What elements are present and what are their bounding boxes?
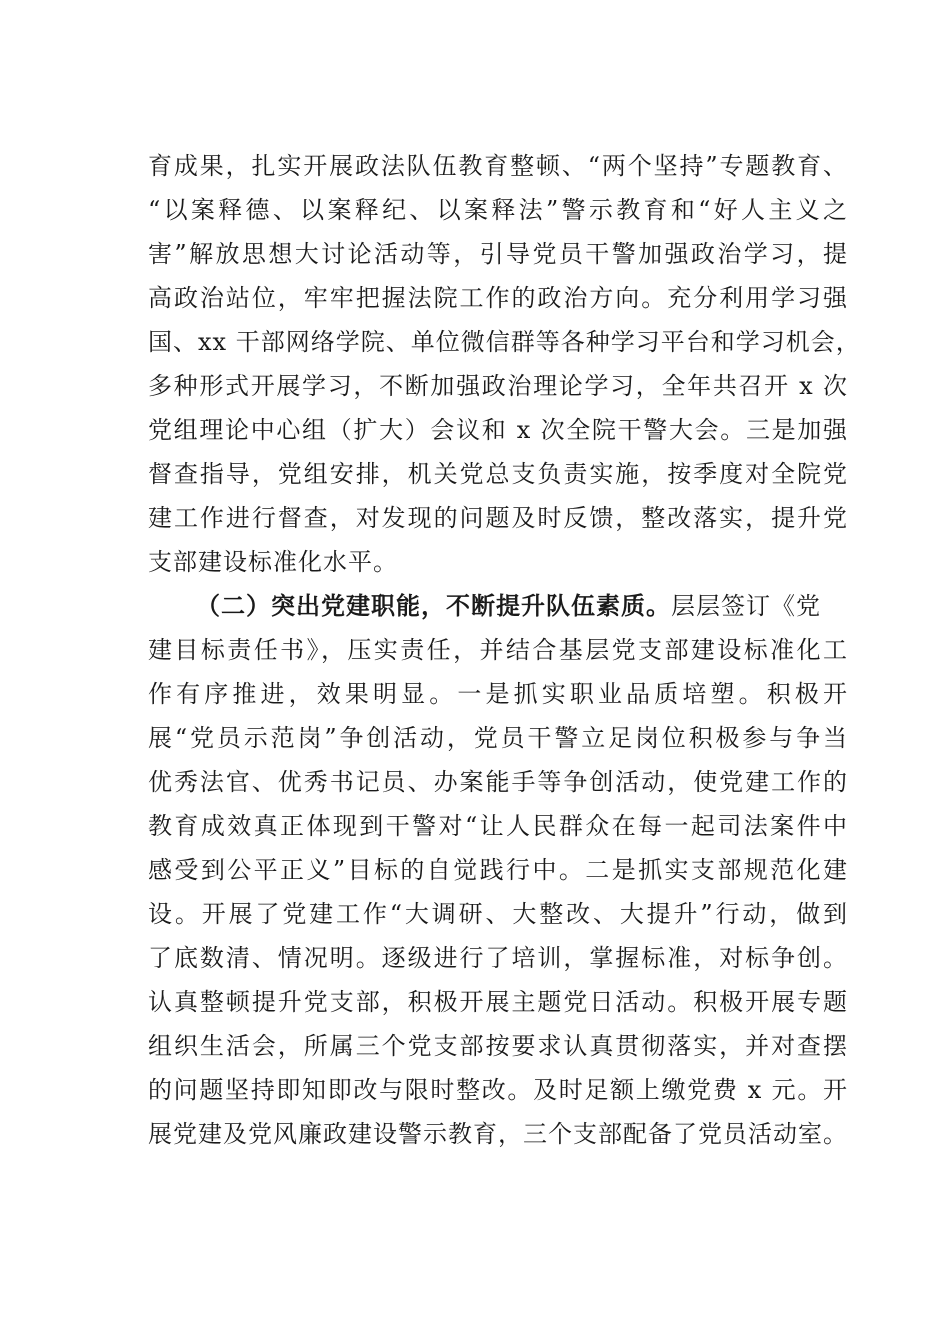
paragraph-2-line-13: 展党建及党风廉政建设警示教育，三个支部配备了党员活动室。 bbox=[148, 1120, 848, 1148]
paragraph-2-line-5: 优秀法官、优秀书记员、办案能手等争创活动，使党建工作的 bbox=[148, 768, 848, 796]
paragraph-2-line-7: 感受到公平正义”目标的自觉践行中。二是抓实支部规范化建 bbox=[148, 856, 848, 884]
paragraph-2-line-9: 了底数清、情况明。逐级进行了培训，掌握标准，对标争创。 bbox=[148, 944, 848, 972]
paragraph-1-line-1: 育成果，扎实开展政法队伍教育整顿、“两个坚持”专题教育、 bbox=[148, 152, 848, 180]
paragraph-1-line-7: 党组理论中心组（扩大）会议和 x 次全院干警大会。三是加强 bbox=[148, 416, 848, 444]
paragraph-2-line-12: 的问题坚持即知即改与限时整改。及时足额上缴党费 x 元。开 bbox=[148, 1076, 848, 1104]
paragraph-2-line-3: 作有序推进，效果明显。一是抓实职业品质培塑。积极开 bbox=[148, 680, 848, 708]
paragraph-1-line-10: 支部建设标准化水平。 bbox=[148, 548, 398, 576]
paragraph-2-line-6: 教育成效真正体现到干警对“让人民群众在每一起司法案件中 bbox=[148, 812, 848, 840]
paragraph-1-line-6: 多种形式开展学习，不断加强政治理论学习，全年共召开 x 次 bbox=[148, 372, 848, 400]
paragraph-1-line-5: 国、xx 干部网络学院、单位微信群等各种学习平台和学习机会， bbox=[148, 328, 861, 356]
paragraph-2-line-11: 组织生活会，所属三个党支部按要求认真贯彻落实，并对查摆 bbox=[148, 1032, 848, 1060]
paragraph-1-line-9: 建工作进行督查，对发现的问题及时反馈，整改落实，提升党 bbox=[148, 504, 848, 532]
paragraph-1-line-4: 高政治站位，牢牢把握法院工作的政治方向。充分利用学习强 bbox=[148, 284, 848, 312]
paragraph-2-line-4: 展“党员示范岗”争创活动，党员干警立足岗位积极参与争当 bbox=[148, 724, 848, 752]
paragraph-2-line-10: 认真整顿提升党支部，积极开展主题党日活动。积极开展专题 bbox=[148, 988, 848, 1016]
section-heading: （二）突出党建职能，不断提升队伍素质。 bbox=[196, 591, 671, 620]
paragraph-2-first-line bbox=[196, 584, 848, 628]
paragraph-1-line-8: 督查指导，党组安排，机关党总支负责实施，按季度对全院党 bbox=[148, 460, 848, 488]
paragraph-2-line-2: 建目标责任书》，压实责任，并结合基层党支部建设标准化工 bbox=[148, 636, 848, 664]
paragraph-1-line-3: 害”解放思想大讨论活动等，引导党员干警加强政治学习，提 bbox=[148, 240, 848, 268]
paragraph-2-first-line-rest: 层层签订《党 bbox=[671, 592, 821, 620]
paragraph-1-line-2: “以案释德、以案释纪、以案释法”警示教育和“好人主义之 bbox=[148, 196, 848, 224]
paragraph-2-line-8: 设。开展了党建工作“大调研、大整改、大提升”行动，做到 bbox=[148, 900, 848, 928]
